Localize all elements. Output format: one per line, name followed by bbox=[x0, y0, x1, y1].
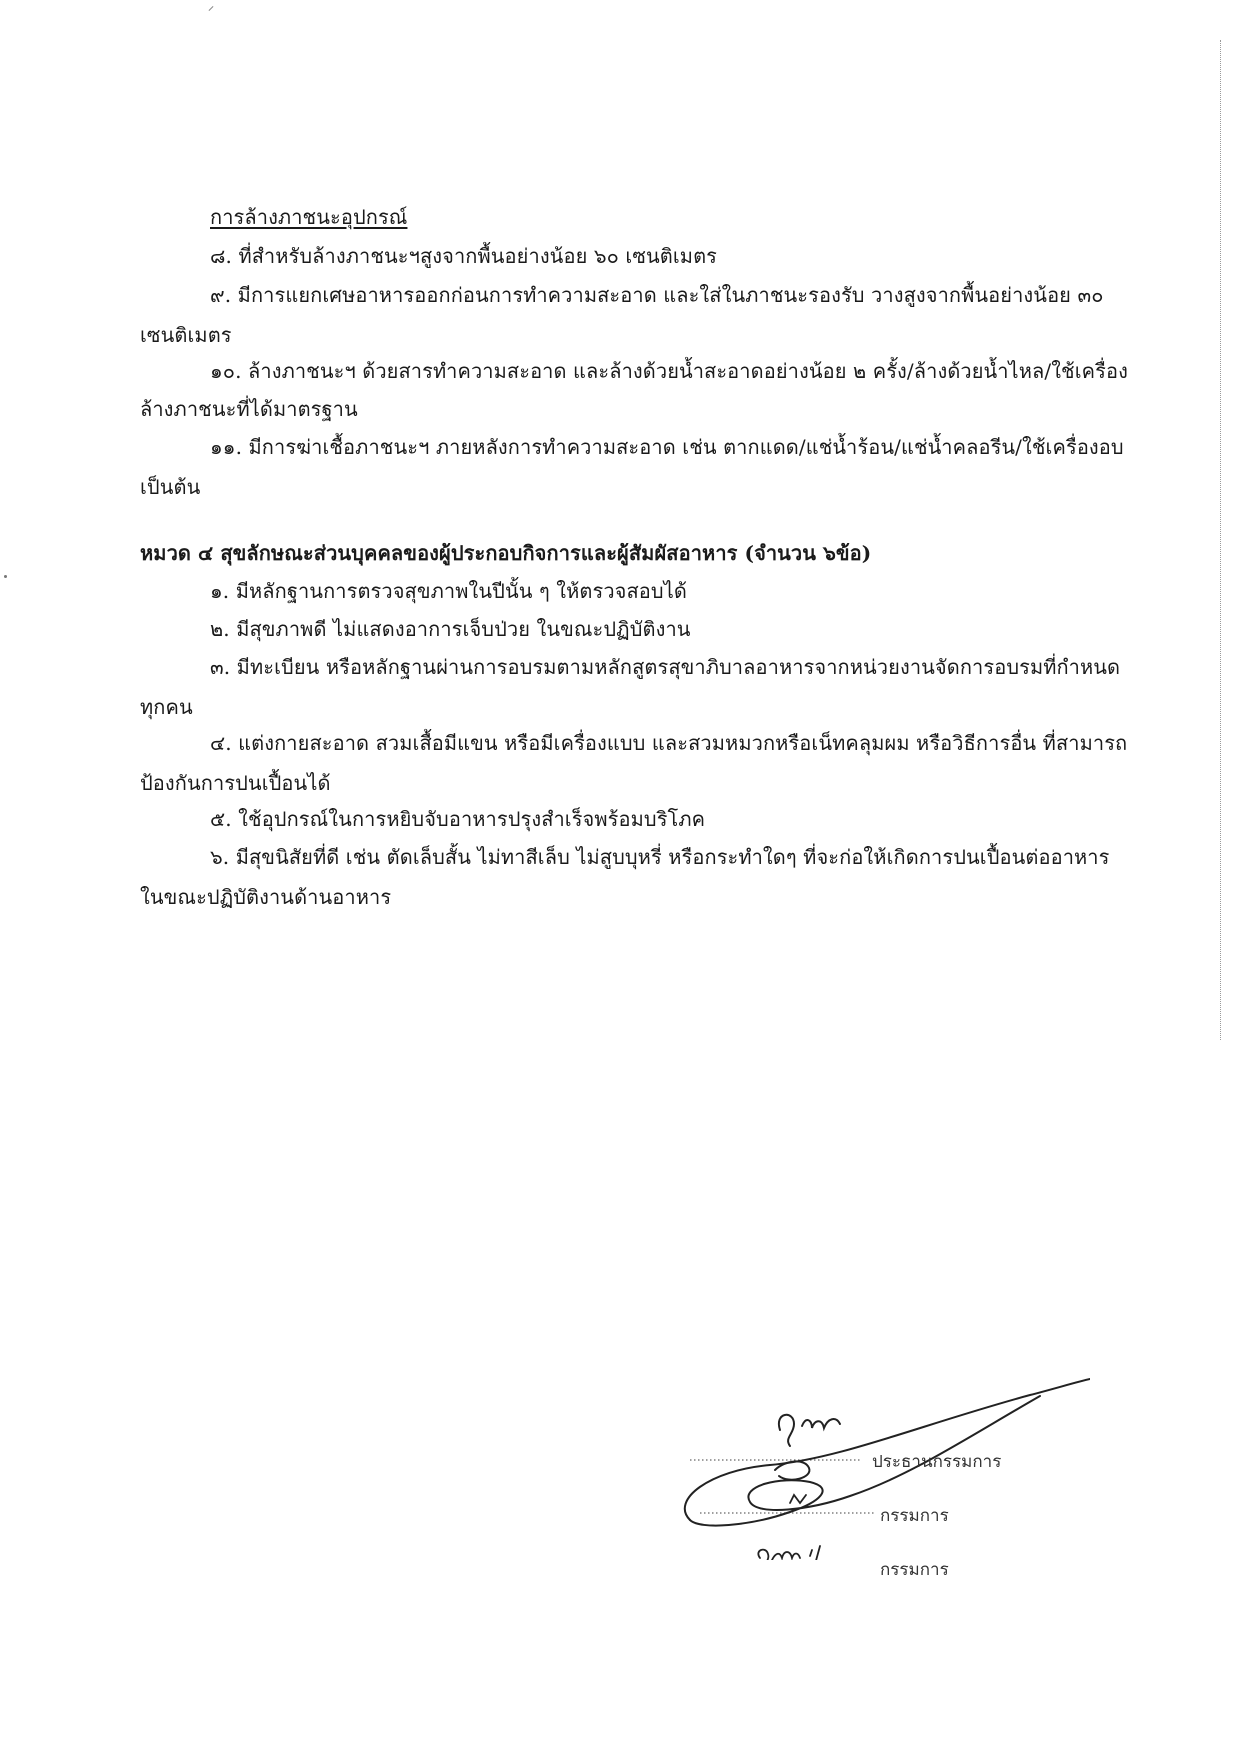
list-item-10: ๑๐. ล้างภาชนะฯ ด้วยสารทำความสะอาด และล้างด้วยน้ำสะอาดอย่างน้อย ๒ ครั้ง/ล้างด้วยน้ำไหล/ใช้เครื่อง bbox=[210, 359, 1128, 383]
section4-item-6: ๖. มีสุขนิสัยที่ดี เช่น ตัดเล็บสั้น ไม่ทาสีเล็บ ไม่สูบบุหรี่ หรือกระทำใดๆ ที่จะก่อให้เกิดการปนเปื้อนต่ออาหาร bbox=[210, 845, 1110, 869]
signature-title-committee-1: กรรมการ bbox=[880, 1506, 949, 1526]
section-heading-4: หมวด ๔ สุขลักษณะส่วนบุคคลของผู้ประกอบกิจการและผู้สัมผัสอาหาร (จำนวน ๖ข้อ) bbox=[140, 541, 872, 565]
signature-title-committee-2: กรรมการ bbox=[880, 1560, 949, 1580]
list-item-9-continuation: เซนติเมตร bbox=[140, 323, 232, 347]
list-item-11: ๑๑. มีการฆ่าเชื้อภาชนะฯ ภายหลังการทำความสะอาด เช่น ตากแดด/แช่น้ำร้อน/แช่น้ำคลอรีน/ใช้เครื่องอบ bbox=[210, 435, 1124, 459]
section4-item-3: ๓. มีทะเบียน หรือหลักฐานผ่านการอบรมตามหลักสูตรสุขาภิบาลอาหารจากหน่วยงานจัดการอบรมที่กำหนด bbox=[210, 655, 1121, 679]
signature-2 bbox=[790, 1495, 806, 1503]
section-heading-washing: การล้างภาชนะอุปกรณ์ bbox=[210, 205, 408, 229]
scan-mark bbox=[209, 6, 214, 11]
list-item-9: ๙. มีการแยกเศษอาหารออกก่อนการทำความสะอาด และใส่ในภาชนะรองรับ วางสูงจากพื้นอย่างน้อย ๓๐ bbox=[210, 283, 1104, 307]
section4-item-5: ๕. ใช้อุปกรณ์ในการหยิบจับอาหารปรุงสำเร็จพร้อมบริโภค bbox=[210, 807, 706, 831]
signature-3 bbox=[758, 1546, 820, 1560]
section4-item-4-continuation: ป้องกันการปนเปื้อนได้ bbox=[140, 771, 331, 795]
list-item-10-continuation: ล้างภาชนะที่ได้มาตรฐาน bbox=[140, 397, 358, 421]
scan-edge-line bbox=[1220, 40, 1222, 1040]
scan-mark bbox=[4, 575, 7, 578]
list-item-11-continuation: เป็นต้น bbox=[140, 475, 201, 499]
section4-item-4: ๔. แต่งกายสะอาด สวมเสื้อมีแขน หรือมีเครื่องแบบ และสวมหมวกหรือเน็ทคลุมผม หรือวิธีการอื่น ที่สามารถ bbox=[210, 731, 1128, 755]
list-item-8: ๘. ที่สำหรับล้างภาชนะฯสูงจากพื้นอย่างน้อย ๖๐ เซนติเมตร bbox=[210, 244, 718, 268]
section4-item-3-continuation: ทุกคน bbox=[140, 695, 193, 719]
section4-item-1: ๑. มีหลักฐานการตรวจสุขภาพในปีนั้น ๆ ให้ตรวจสอบได้ bbox=[210, 579, 687, 603]
section4-item-6-continuation: ในขณะปฏิบัติงานด้านอาหาร bbox=[140, 885, 392, 909]
signature-title-chairman: ประธานกรรมการ bbox=[872, 1452, 1002, 1472]
section4-item-2: ๒. มีสุขภาพดี ไม่แสดงอาการเจ็บป่วย ในขณะปฏิบัติงาน bbox=[210, 617, 691, 641]
